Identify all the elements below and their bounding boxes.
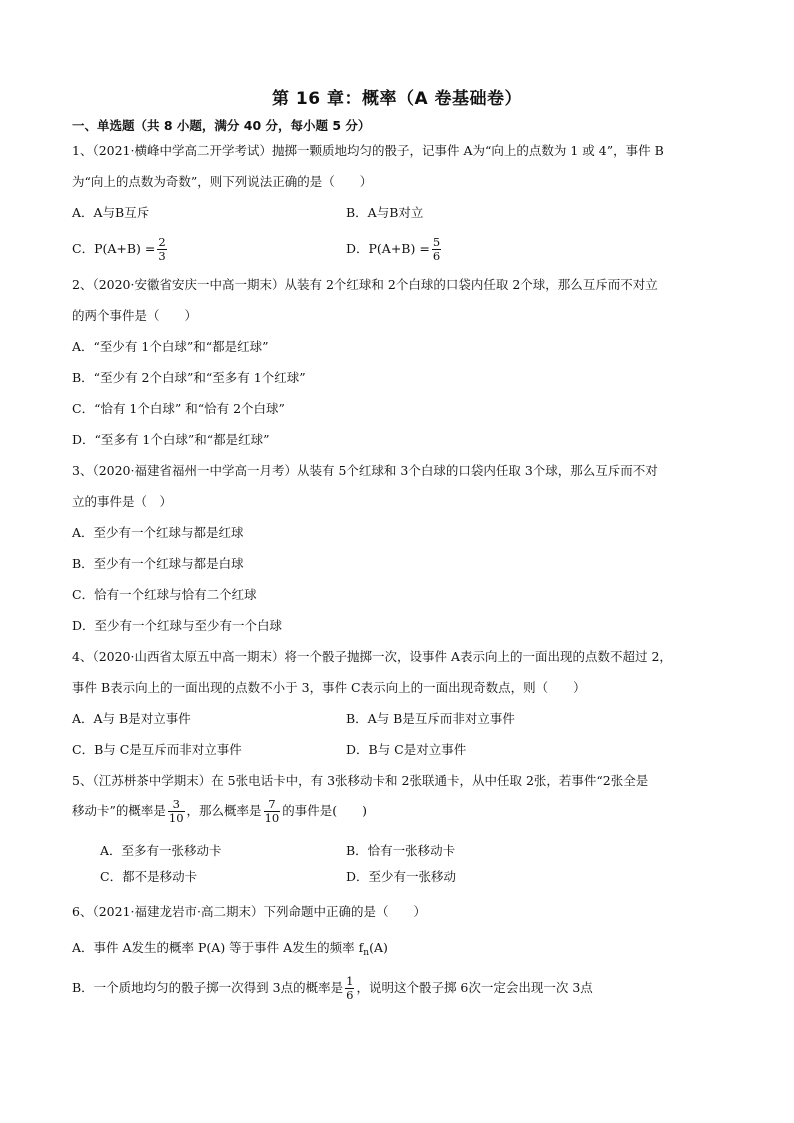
q4-option-d: D．B与 C是对立事件 xyxy=(346,742,467,757)
q1-stem-line2: 为“向上的点数为奇数”，则下列说法正确的是（ ） xyxy=(72,174,373,189)
fraction-numerator: 2 xyxy=(158,235,166,249)
fraction-numerator: 5 xyxy=(432,235,441,249)
q3-option-d: D．至少有一个红球与至少有一个白球 xyxy=(72,618,283,633)
q5-option-d: D．至少有一张移动 xyxy=(346,869,457,884)
q5-fraction-1 xyxy=(168,798,185,825)
q5-option-a: A．至多有一张移动卡 xyxy=(100,843,222,858)
q6-option-b-tail: ，说明这个骰子掷 6次一定会出现一次 3点 xyxy=(356,980,593,995)
q4-option-a: A．A与 B是对立事件 xyxy=(72,711,191,726)
q5-stem-line2 xyxy=(72,798,367,825)
q2-option-b: B．“至少有 2个白球”和“至多有 1个红球” xyxy=(72,370,306,385)
q6-option-a-text: A．事件 A发生的概率 P(A) 等于事件 A发生的频率 f xyxy=(72,940,364,955)
fraction-denominator: 10 xyxy=(168,811,184,825)
q2-stem-line1: 2、（2020·安徽省安庆一中高一期末）从装有 2个红球和 2个白球的口袋内任取 2个球，那么互斥而不对立 xyxy=(72,277,658,292)
q3-option-c: C．恰有一个红球与恰有二个红球 xyxy=(72,587,257,602)
q1-option-c-fraction xyxy=(157,236,166,263)
q6-option-a-subscript: n xyxy=(363,948,370,958)
q1-option-d-expr: D．P(A+B) = xyxy=(346,241,430,256)
q6-option-b-fraction xyxy=(345,975,354,1002)
q3-stem-line1: 3、（2020·福建省福州一中学高一月考）从装有 5个红球和 3个白球的口袋内任取 3个球，那么互斥而不对 xyxy=(72,463,658,478)
fraction-denominator: 6 xyxy=(432,249,441,263)
q6-option-b xyxy=(72,975,593,1002)
fraction-numerator: 7 xyxy=(264,798,281,812)
q4-stem-line2: 事件 B表示向上的一面出现的点数不小于 3，事件 C表示向上的一面出现奇数点，则（ ） xyxy=(72,680,586,695)
q6-option-b-text: B．一个质地均匀的骰子掷一次得到 3点的概率是 xyxy=(72,980,344,995)
q3-option-b: B．至少有一个红球与都是白球 xyxy=(72,556,244,571)
q5-fraction-2 xyxy=(264,798,281,825)
q1-option-b: B．A与B对立 xyxy=(346,205,424,220)
q5-stem-text-c: 的事件是( ) xyxy=(282,803,367,818)
fraction-numerator: 3 xyxy=(168,798,185,812)
q1-stem-line1: 1、（2021·横峰中学高二开学考试）抛掷一颗质地均匀的骰子，记事件 A为“向上的点数为 1 或 4”，事件 B xyxy=(72,143,664,158)
q4-option-c: C．B与 C是互斥而非对立事件 xyxy=(72,742,242,757)
q2-option-c: C．“恰有 1个白球” 和“恰有 2个白球” xyxy=(72,401,285,416)
q3-option-a: A．至少有一个红球与都是红球 xyxy=(72,525,244,540)
q1-option-a: A．A与B互斥 xyxy=(72,205,150,220)
q2-option-d: D．“至多有 1个白球”和“都是红球” xyxy=(72,432,270,447)
q6-option-a-tail: (A) xyxy=(369,940,388,955)
fraction-denominator: 10 xyxy=(264,811,280,825)
q1-option-d-fraction xyxy=(432,236,441,263)
q3-stem-line2: 立的事件是（ ） xyxy=(72,494,173,509)
q4-option-b: B．A与 B是互斥而非对立事件 xyxy=(346,711,515,726)
section-heading: 一、单选题（共 8 小题，满分 40 分，每小题 5 分） xyxy=(72,118,371,133)
q1-option-c-expr: C．P(A+B) = xyxy=(72,241,156,256)
fraction-numerator: 1 xyxy=(346,974,354,988)
page-title: 第 16 章：概率（A 卷基础卷） xyxy=(271,89,523,109)
q5-stem-line1: 5、（江苏栟茶中学期末）在 5张电话卡中，有 3张移动卡和 2张联通卡，从中任取 2张，若事件“2张全是 xyxy=(72,773,649,788)
q5-stem-text-a: 移动卡”的概率是 xyxy=(72,803,166,818)
q2-stem-line2: 的两个事件是（ ） xyxy=(72,308,198,323)
q4-stem-line1: 4、（2020·山西省太原五中高一期末）将一个骰子抛掷一次，设事件 A表示向上的一面出现的点数不超过 2， xyxy=(72,649,672,664)
fraction-denominator: 3 xyxy=(158,249,166,263)
q1-option-c xyxy=(72,236,169,263)
fraction-denominator: 6 xyxy=(346,988,354,1002)
q6-option-a xyxy=(72,940,388,961)
q5-stem-text-b: ，那么概率是 xyxy=(186,803,262,818)
q6-stem-line1: 6、（2021·福建龙岩市·高二期末）下列命题中正确的是（ ） xyxy=(72,904,426,919)
q5-option-b: B．恰有一张移动卡 xyxy=(346,843,456,858)
q2-option-a: A．“至少有 1个白球”和“都是红球” xyxy=(72,339,269,354)
q5-option-c: C．都不是移动卡 xyxy=(100,869,198,884)
q1-option-d xyxy=(346,236,443,263)
